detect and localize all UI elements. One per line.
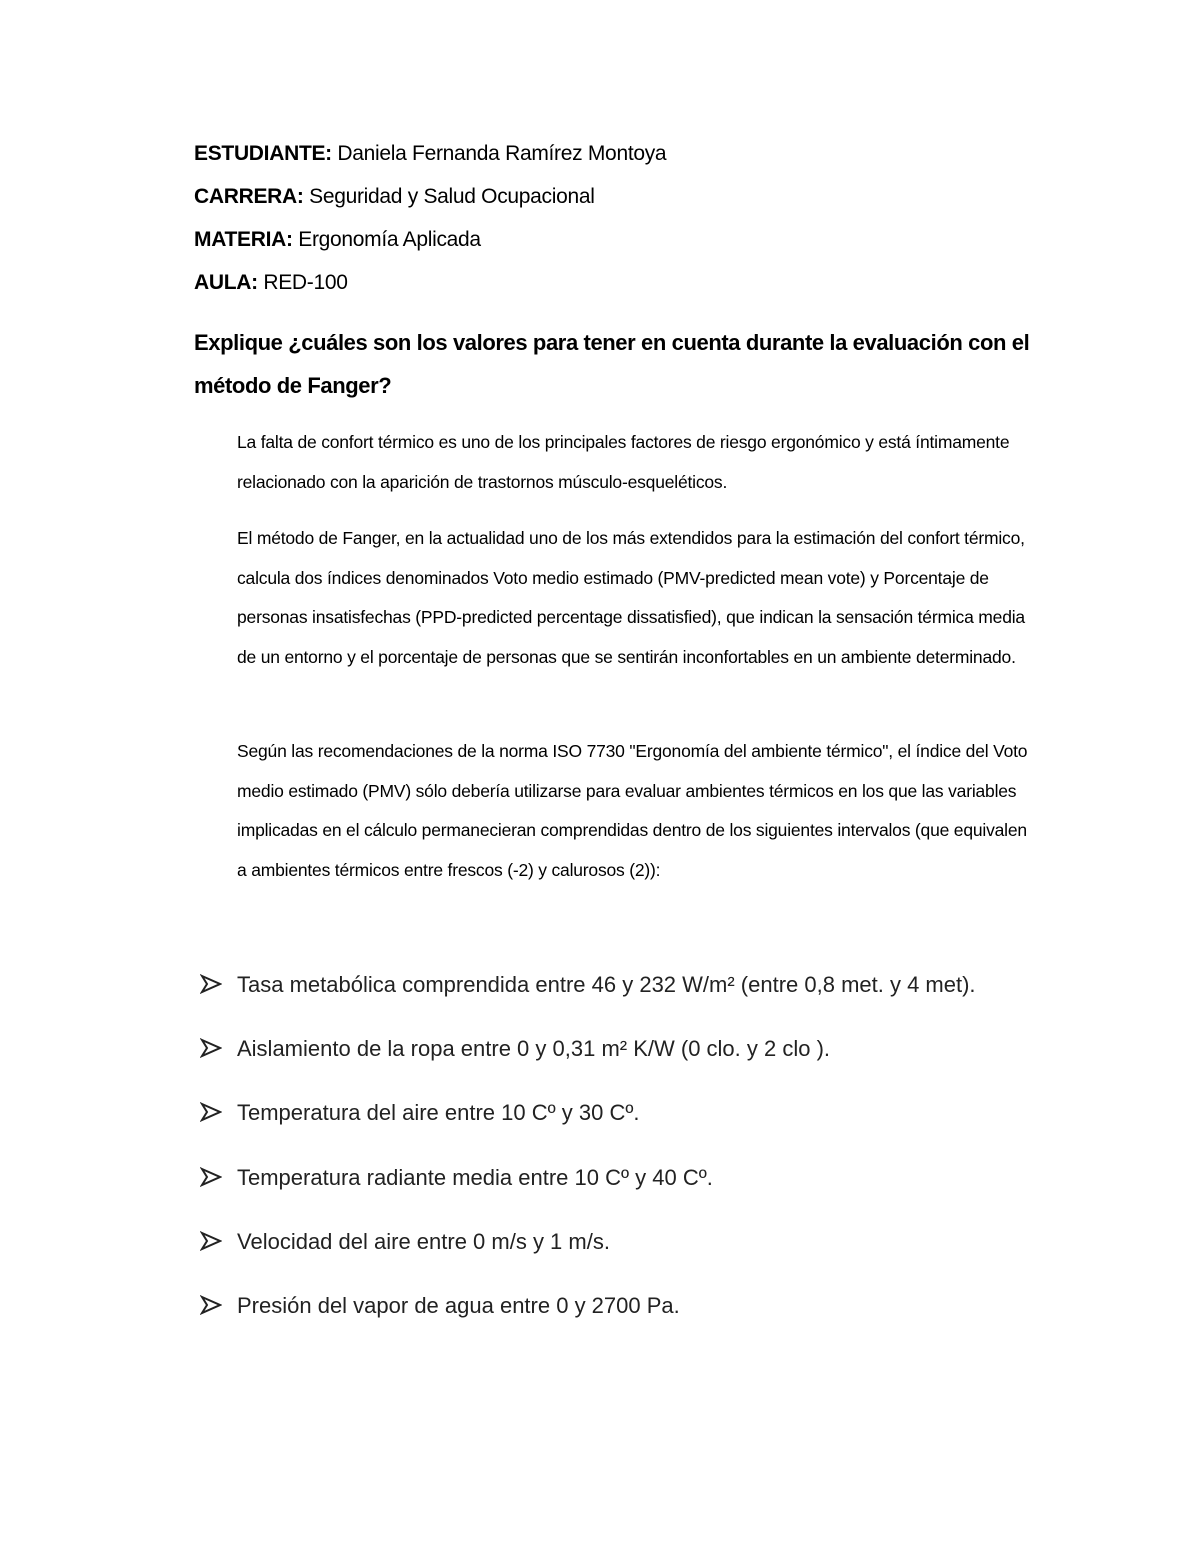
career-line bbox=[194, 185, 595, 209]
student-label: ESTUDIANTE: bbox=[194, 142, 332, 165]
arrowhead-bullet-icon bbox=[200, 973, 222, 995]
paragraph-2: El método de Fanger, en la actualidad uno de los más extendidos para la estimación del confort térmico, calcula dos índices denominados Voto medio estimado (PMV-predicted mean vote) y Porcentaje de personas insatisfechas (PPD-predicted percentage dissatisfied), que indican la sensación térmica media de un entorno y el porcentaje de personas que se sentirán inconfortables en un ambiente determinado. bbox=[237, 528, 1025, 667]
bullet-text: Velocidad del aire entre 0 m/s y 1 m/s. bbox=[237, 1228, 610, 1254]
subject-label: MATERIA: bbox=[194, 228, 293, 251]
room-line bbox=[194, 271, 348, 295]
arrowhead-bullet-icon bbox=[200, 1166, 222, 1188]
bullet-text: Tasa metabólica comprendida entre 46 y 232 W/m² (entre 0,8 met. y 4 met). bbox=[237, 972, 976, 997]
subject-value: Ergonomía Aplicada bbox=[292, 228, 481, 251]
question-heading: Explique ¿cuáles son los valores para tener en cuenta durante la evaluación con el método de Fanger? bbox=[194, 330, 1030, 398]
subject-line bbox=[194, 228, 481, 252]
arrowhead-bullet-icon bbox=[200, 1101, 222, 1123]
bullet-text: Temperatura del aire entre 10 Cº y 30 Cº. bbox=[237, 1100, 640, 1126]
arrowhead-bullet-icon bbox=[200, 1037, 222, 1059]
room-value: RED-100 bbox=[257, 271, 348, 294]
career-label: CARRERA: bbox=[194, 185, 304, 208]
bullet-text: Presión del vapor de agua entre 0 y 2700 Pa. bbox=[237, 1292, 680, 1318]
student-value: Daniela Fernanda Ramírez Montoya bbox=[331, 142, 667, 165]
bullet-text: Aislamiento de la ropa entre 0 y 0,31 m² K/W (0 clo. y 2 clo ). bbox=[237, 1036, 831, 1062]
arrowhead-bullet-icon bbox=[200, 1230, 222, 1252]
room-label: AULA: bbox=[194, 271, 258, 294]
arrowhead-bullet-icon bbox=[200, 1294, 222, 1316]
career-value: Seguridad y Salud Ocupacional bbox=[303, 185, 595, 208]
student-line bbox=[194, 142, 666, 166]
paragraph-1: La falta de confort térmico es uno de los principales factores de riesgo ergonómico y está íntimamente relacionado con la aparición de trastornos músculo-esqueléticos. bbox=[237, 432, 1010, 492]
bullet-text: Temperatura radiante media entre 10 Cº y 40 Cº. bbox=[237, 1164, 713, 1190]
paragraph-3: Según las recomendaciones de la norma ISO 7730 "Ergonomía del ambiente térmico", el índice del Voto medio estimado (PMV) sólo debería utilizarse para evaluar ambientes térmicos en los que las variables implicadas en el cálculo permanecieran comprendidas dentro de los siguientes intervalos (que equivalen a ambientes térmicos entre frescos (-2) y calurosos (2)): bbox=[237, 741, 1028, 880]
